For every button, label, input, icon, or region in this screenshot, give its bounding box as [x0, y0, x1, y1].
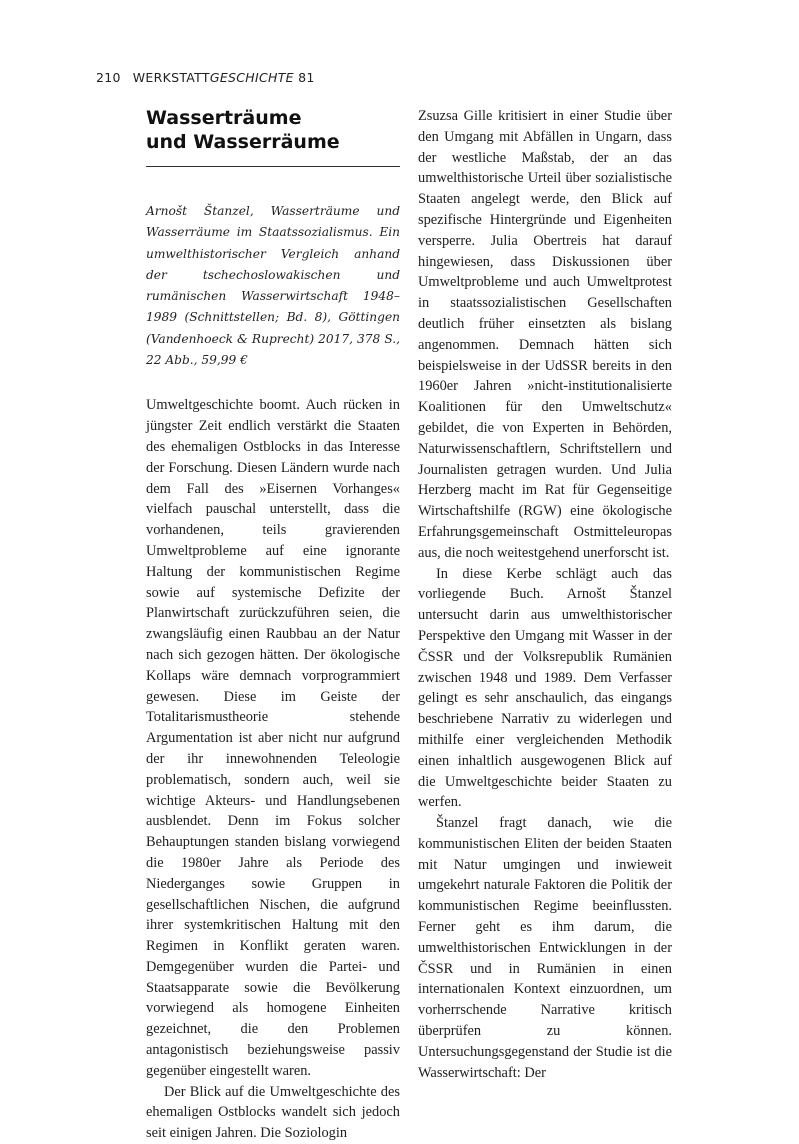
- right-column: [418, 106, 672, 1083]
- journal-italic: GESCHICHTE: [209, 70, 294, 85]
- title-line-1: Wasserträume: [146, 107, 302, 129]
- page-number: 210: [96, 70, 121, 85]
- paragraph: In diese Kerbe schlägt auch das vorliegende Buch. Arnošt Štanzel untersucht darin aus umwelthistorischer Perspektive den Umgang mit Wasser in der ČSSR und der Volksrepublik Rumänien zwischen 1948 und 1989. Dem Verfasser gelingt es sehr anschaulich, das eingangs beschriebene Narrativ zu widerlegen und mithilfe einer vergleichenden Methodik einen inhaltlich ausgewogenen Blick auf die Umweltgeschichte beider Staaten zu werfen.: [418, 565, 672, 811]
- paragraph: Štanzel fragt danach, wie die kommunistischen Eliten der beiden Staaten mit Natur umgingen und inwieweit umgekehrt naturale Faktoren die Politik der kommunistischen Regime beeinflussten. Ferner geht es ihm darum, die umwelthistorischen Entwicklungen in der ČSSR und in Rumänien in einen internationalen Kontext einzuordnen, um vorherrschende Narrative kritisch überprüfen zu können. Untersuchungsgegenstand der Studie ist die Wasserwirtschaft: Der: [418, 815, 672, 1081]
- journal-prefix: WERKSTATT: [132, 70, 210, 85]
- title-line-2: und Wasserräume: [146, 131, 340, 153]
- journal-name: [133, 70, 315, 85]
- issue-number: 81: [298, 70, 315, 85]
- paragraph: Umweltgeschichte boomt. Auch rücken in jüngster Zeit endlich verstärkt die Staaten des ehemaligen Ostblocks in das Interesse der Forschung. Diesen Ländern wurde nach dem Fall des »Eisernen Vorhanges« vielfach pauschal unterstellt, dass die vorhandenen, teils gravierenden Umweltprobleme auf eine ignorante Haltung der kommunistischen Regime sowie auf systemische Defizite der Planwirtschaft zurückzuführen seien, die zwangsläufig einen Raubbau an der Natur nach sich gezogen hätten. Der ökologische Kollaps wäre demnach vorprogrammiert gewesen. Diese im Geiste der Totalitarismustheorie stehende Argumentation ist aber nicht nur aufgrund der ihr innewohnenden Teleologie problematisch, sondern auch, weil sie wichtige Akteurs- und Handlungsebenen ausblendet. Denn im Fokus solcher Behauptungen standen bislang vorwiegend die 1980er Jahre als Periode des Niederganges sowie Gruppen in gesellschaftlichen Nischen, die aufgrund ihrer systemkritischen Haltung mit den Regimen in Konflikt geraten waren. Demgegenüber wurden die Partei- und Staatsapparate sowie die Bevölkerung vorwiegend als homogene Einheiten gezeichnet, die den Problemen antagonistisch beziehungsweise passiv gegenüber eingestellt waren.: [146, 397, 400, 1079]
- review-title: [146, 106, 400, 154]
- left-body: [146, 395, 400, 1144]
- book-citation: Arnošt Štanzel, Wasserträume und Wasserräume im Staatssozialismus. Ein umwelthistorischer Vergleich anhand der tschechoslowakischen und rumänischen Wasserwirtschaft 1948–1989 (Schnittstellen; Bd. 8), Göttingen (Vandenhoeck & Ruprecht) 2017, 378 S., 22 Abb., 59,99 €: [146, 204, 400, 368]
- paragraph: Zsuzsa Gille kritisiert in einer Studie über den Umgang mit Abfällen in Ungarn, dass der westliche Maßstab, der an das umwelthistorische Urteil über sozialistische Staaten angelegt werde, den Blick auf spezifische Hintergründe und Eigenheiten versperre. Julia Obertreis hat darauf hingewiesen, dass Diskussionen über Umweltprobleme und auch Umweltprotest in staatssozialistischen Gesellschaften deutlich früher einsetzten als bislang angenommen. Demnach hätten sich beispielsweise in der UdSSR bereits in den 1960er Jahren »nicht-institutionalisierte Koalitionen für den Umweltschutz« gebildet, die von Experten in Behörden, Naturwissenschaftlern, Schriftstellern und Journalisten getragen wurden. Und Julia Herzberg macht im Rat für Gegenseitige Wirtschaftshilfe (RGW) eine ökologische Erfahrungsgemeinschaft Ostmitteleuropas aus, die noch weitestgehend unerforscht ist.: [418, 108, 672, 561]
- paragraph: Der Blick auf die Umweltgeschichte des ehemaligen Ostblocks wandelt sich jedoch seit einigen Jahren. Die Soziologin: [146, 1083, 400, 1142]
- running-head: [96, 70, 315, 85]
- left-column: [146, 106, 400, 1144]
- title-divider: [146, 166, 400, 167]
